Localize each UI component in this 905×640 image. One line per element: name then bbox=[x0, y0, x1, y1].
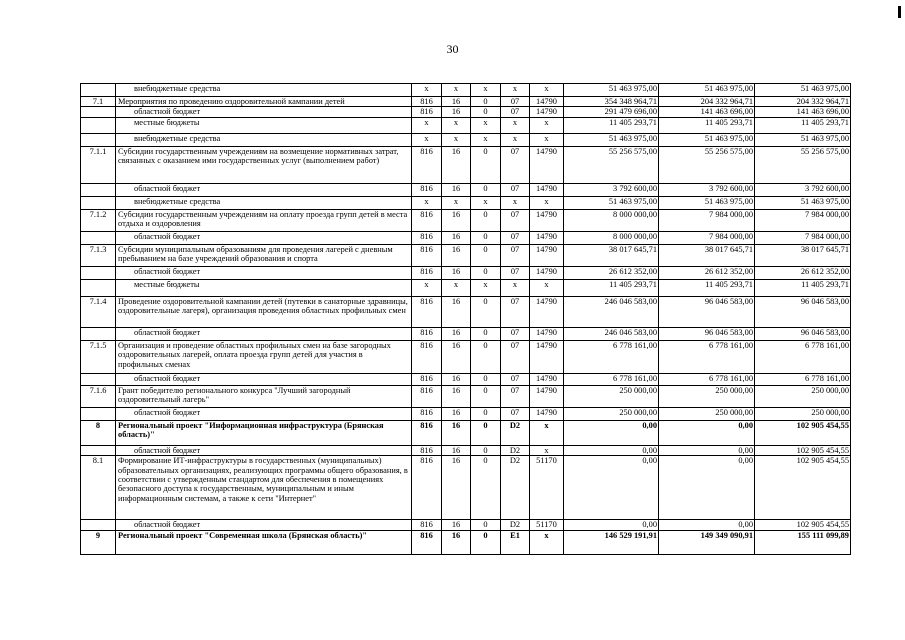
code-ministry-cell: 816 bbox=[412, 456, 442, 520]
item-name-cell: областной бюджет bbox=[116, 327, 412, 340]
row-number-cell: 7.1.5 bbox=[81, 340, 116, 373]
item-name-cell: Субсидии муниципальным образованиям для проведения лагерей с дневным пребыванием на базе учреждений образования и спорта bbox=[116, 244, 412, 266]
code-subprogram-cell: 0 bbox=[471, 244, 501, 266]
code-direction-cell: 14790 bbox=[530, 209, 564, 231]
row-number-cell bbox=[81, 133, 116, 146]
table-row bbox=[81, 373, 851, 385]
code-program-cell: 16 bbox=[442, 146, 471, 183]
code-activity-cell: D2 bbox=[501, 445, 530, 455]
table-row bbox=[81, 196, 851, 209]
amount-year2-cell: 0,00 bbox=[659, 445, 755, 455]
code-direction-cell: x bbox=[530, 133, 564, 146]
row-number-cell: 7.1.6 bbox=[81, 385, 116, 407]
amount-year1-cell: 0,00 bbox=[564, 520, 659, 530]
code-direction-cell: x bbox=[530, 84, 564, 97]
amount-year2-cell: 96 046 583,00 bbox=[659, 296, 755, 327]
code-program-cell: 16 bbox=[442, 231, 471, 244]
item-name-cell: местные бюджеты bbox=[116, 279, 412, 296]
amount-year3-cell: 204 332 964,71 bbox=[755, 97, 851, 107]
code-program-cell: 16 bbox=[442, 296, 471, 327]
item-name-cell: внебюджетные средства bbox=[116, 133, 412, 146]
code-subprogram-cell: x bbox=[471, 196, 501, 209]
amount-year3-cell: 11 405 293,71 bbox=[755, 117, 851, 133]
code-activity-cell: D2 bbox=[501, 420, 530, 445]
code-program-cell: 16 bbox=[442, 445, 471, 455]
amount-year2-cell: 141 463 696,00 bbox=[659, 107, 755, 117]
amount-year3-cell: 6 778 161,00 bbox=[755, 373, 851, 385]
item-name-cell: Региональный проект "Современная школа (Брянская область)" bbox=[116, 530, 412, 554]
amount-year3-cell: 102 905 454,55 bbox=[755, 420, 851, 445]
amount-year1-cell: 250 000,00 bbox=[564, 407, 659, 420]
code-direction-cell: 14790 bbox=[530, 327, 564, 340]
item-name-cell: Проведение оздоровительной кампании детей (путевки в санаторные здравницы, оздоровительные лагеря), организация проведения областных профильных смен bbox=[116, 296, 412, 327]
code-ministry-cell: 816 bbox=[412, 231, 442, 244]
amount-year3-cell: 102 905 454,55 bbox=[755, 445, 851, 455]
amount-year3-cell: 51 463 975,00 bbox=[755, 196, 851, 209]
row-number-cell bbox=[81, 327, 116, 340]
code-activity-cell: D2 bbox=[501, 456, 530, 520]
table-row bbox=[81, 296, 851, 327]
item-name-cell: областной бюджет bbox=[116, 107, 412, 117]
code-program-cell: 16 bbox=[442, 385, 471, 407]
amount-year3-cell: 96 046 583,00 bbox=[755, 296, 851, 327]
code-direction-cell: x bbox=[530, 420, 564, 445]
item-name-cell: Грант победителю регионального конкурса "Лучший загородный оздоровительный лагерь" bbox=[116, 385, 412, 407]
code-program-cell: 16 bbox=[442, 107, 471, 117]
code-direction-cell: 14790 bbox=[530, 340, 564, 373]
amount-year3-cell: 141 463 696,00 bbox=[755, 107, 851, 117]
code-activity-cell: 07 bbox=[501, 327, 530, 340]
code-direction-cell: 14790 bbox=[530, 373, 564, 385]
code-ministry-cell: x bbox=[412, 84, 442, 97]
row-number-cell bbox=[81, 279, 116, 296]
item-name-cell: областной бюджет bbox=[116, 266, 412, 279]
table-row bbox=[81, 520, 851, 530]
code-activity-cell: 07 bbox=[501, 107, 530, 117]
amount-year2-cell: 55 256 575,00 bbox=[659, 146, 755, 183]
amount-year3-cell: 7 984 000,00 bbox=[755, 231, 851, 244]
table-row bbox=[81, 279, 851, 296]
code-subprogram-cell: x bbox=[471, 84, 501, 97]
code-ministry-cell: 816 bbox=[412, 445, 442, 455]
code-activity-cell: D2 bbox=[501, 520, 530, 530]
amount-year1-cell: 291 479 696,00 bbox=[564, 107, 659, 117]
code-ministry-cell: 816 bbox=[412, 327, 442, 340]
item-name-cell: Мероприятия по проведению оздоровительной кампании детей bbox=[116, 97, 412, 107]
table-row bbox=[81, 117, 851, 133]
code-subprogram-cell: 0 bbox=[471, 385, 501, 407]
code-activity-cell: x bbox=[501, 133, 530, 146]
amount-year3-cell: 26 612 352,00 bbox=[755, 266, 851, 279]
amount-year2-cell: 0,00 bbox=[659, 420, 755, 445]
page-number: 30 bbox=[446, 42, 459, 56]
code-direction-cell: 14790 bbox=[530, 183, 564, 196]
table-row bbox=[81, 183, 851, 196]
amount-year1-cell: 38 017 645,71 bbox=[564, 244, 659, 266]
code-activity-cell: 07 bbox=[501, 97, 530, 107]
code-program-cell: 16 bbox=[442, 420, 471, 445]
code-program-cell: x bbox=[442, 133, 471, 146]
code-subprogram-cell: 0 bbox=[471, 407, 501, 420]
code-activity-cell: x bbox=[501, 117, 530, 133]
code-subprogram-cell: x bbox=[471, 279, 501, 296]
table-row bbox=[81, 385, 851, 407]
code-program-cell: 16 bbox=[442, 456, 471, 520]
code-subprogram-cell: 0 bbox=[471, 231, 501, 244]
amount-year2-cell: 0,00 bbox=[659, 520, 755, 530]
code-activity-cell: 07 bbox=[501, 244, 530, 266]
code-ministry-cell: 816 bbox=[412, 420, 442, 445]
amount-year1-cell: 0,00 bbox=[564, 420, 659, 445]
table-row bbox=[81, 231, 851, 244]
code-program-cell: 16 bbox=[442, 183, 471, 196]
table-row bbox=[81, 266, 851, 279]
code-activity-cell: 07 bbox=[501, 373, 530, 385]
code-activity-cell: 07 bbox=[501, 146, 530, 183]
code-direction-cell: 14790 bbox=[530, 107, 564, 117]
code-ministry-cell: 816 bbox=[412, 520, 442, 530]
item-name-cell: областной бюджет bbox=[116, 183, 412, 196]
code-program-cell: 16 bbox=[442, 407, 471, 420]
code-activity-cell: x bbox=[501, 279, 530, 296]
code-direction-cell: 14790 bbox=[530, 231, 564, 244]
item-name-cell: областной бюджет bbox=[116, 231, 412, 244]
amount-year3-cell: 55 256 575,00 bbox=[755, 146, 851, 183]
row-number-cell bbox=[81, 266, 116, 279]
table-row bbox=[81, 107, 851, 117]
code-ministry-cell: x bbox=[412, 196, 442, 209]
code-subprogram-cell: 0 bbox=[471, 97, 501, 107]
code-program-cell: x bbox=[442, 196, 471, 209]
code-subprogram-cell: x bbox=[471, 133, 501, 146]
item-name-cell: Субсидии государственным учреждениям на возмещение нормативных затрат, связанных с оказанием ими государственных услуг (выполнением работ) bbox=[116, 146, 412, 183]
item-name-cell: Региональный проект "Информационная инфраструктура (Брянская область)" bbox=[116, 420, 412, 445]
amount-year1-cell: 51 463 975,00 bbox=[564, 133, 659, 146]
code-ministry-cell: 816 bbox=[412, 296, 442, 327]
amount-year1-cell: 3 792 600,00 bbox=[564, 183, 659, 196]
code-subprogram-cell: 0 bbox=[471, 183, 501, 196]
code-program-cell: x bbox=[442, 117, 471, 133]
budget-table-body bbox=[81, 84, 851, 555]
code-activity-cell: 07 bbox=[501, 231, 530, 244]
code-ministry-cell: 816 bbox=[412, 530, 442, 554]
amount-year2-cell: 6 778 161,00 bbox=[659, 340, 755, 373]
code-ministry-cell: 816 bbox=[412, 183, 442, 196]
table-row bbox=[81, 84, 851, 97]
code-ministry-cell: 816 bbox=[412, 244, 442, 266]
item-name-cell: областной бюджет bbox=[116, 407, 412, 420]
amount-year1-cell: 11 405 293,71 bbox=[564, 117, 659, 133]
code-direction-cell: x bbox=[530, 530, 564, 554]
budget-table bbox=[80, 83, 851, 555]
code-subprogram-cell: 0 bbox=[471, 340, 501, 373]
code-activity-cell: 07 bbox=[501, 340, 530, 373]
code-activity-cell: 07 bbox=[501, 183, 530, 196]
amount-year1-cell: 146 529 191,91 bbox=[564, 530, 659, 554]
amount-year3-cell: 250 000,00 bbox=[755, 407, 851, 420]
amount-year3-cell: 3 792 600,00 bbox=[755, 183, 851, 196]
amount-year3-cell: 96 046 583,00 bbox=[755, 327, 851, 340]
amount-year2-cell: 7 984 000,00 bbox=[659, 231, 755, 244]
code-subprogram-cell: 0 bbox=[471, 530, 501, 554]
code-subprogram-cell: 0 bbox=[471, 107, 501, 117]
amount-year2-cell: 51 463 975,00 bbox=[659, 133, 755, 146]
code-program-cell: 16 bbox=[442, 530, 471, 554]
amount-year2-cell: 3 792 600,00 bbox=[659, 183, 755, 196]
code-direction-cell: x bbox=[530, 196, 564, 209]
code-ministry-cell: 816 bbox=[412, 209, 442, 231]
amount-year3-cell: 102 905 454,55 bbox=[755, 520, 851, 530]
item-name-cell: областной бюджет bbox=[116, 445, 412, 455]
item-name-cell: Организация и проведение областных профильных смен на базе загородных оздоровительных лагерей, оплата проезда групп детей для участия в профильных сменах bbox=[116, 340, 412, 373]
amount-year1-cell: 51 463 975,00 bbox=[564, 84, 659, 97]
amount-year1-cell: 6 778 161,00 bbox=[564, 373, 659, 385]
code-program-cell: x bbox=[442, 279, 471, 296]
table-row bbox=[81, 209, 851, 231]
row-number-cell: 8 bbox=[81, 420, 116, 445]
code-ministry-cell: 816 bbox=[412, 373, 442, 385]
row-number-cell: 9 bbox=[81, 530, 116, 554]
amount-year1-cell: 26 612 352,00 bbox=[564, 266, 659, 279]
amount-year2-cell: 11 405 293,71 bbox=[659, 117, 755, 133]
row-number-cell: 7.1.3 bbox=[81, 244, 116, 266]
amount-year3-cell: 7 984 000,00 bbox=[755, 209, 851, 231]
code-direction-cell: 14790 bbox=[530, 97, 564, 107]
row-number-cell bbox=[81, 520, 116, 530]
code-program-cell: 16 bbox=[442, 209, 471, 231]
code-ministry-cell: 816 bbox=[412, 266, 442, 279]
table-row bbox=[81, 456, 851, 520]
table-row bbox=[81, 420, 851, 445]
code-program-cell: 16 bbox=[442, 97, 471, 107]
code-direction-cell: x bbox=[530, 117, 564, 133]
code-program-cell: 16 bbox=[442, 266, 471, 279]
code-activity-cell: x bbox=[501, 196, 530, 209]
amount-year1-cell: 11 405 293,71 bbox=[564, 279, 659, 296]
code-subprogram-cell: 0 bbox=[471, 445, 501, 455]
code-ministry-cell: 816 bbox=[412, 407, 442, 420]
amount-year3-cell: 51 463 975,00 bbox=[755, 133, 851, 146]
amount-year3-cell: 102 905 454,55 bbox=[755, 456, 851, 520]
amount-year2-cell: 51 463 975,00 bbox=[659, 196, 755, 209]
code-ministry-cell: 816 bbox=[412, 97, 442, 107]
code-activity-cell: 07 bbox=[501, 385, 530, 407]
amount-year3-cell: 250 000,00 bbox=[755, 385, 851, 407]
table-row bbox=[81, 327, 851, 340]
code-ministry-cell: 816 bbox=[412, 385, 442, 407]
row-number-cell bbox=[81, 231, 116, 244]
row-number-cell bbox=[81, 196, 116, 209]
table-row bbox=[81, 146, 851, 183]
code-program-cell: 16 bbox=[442, 340, 471, 373]
amount-year1-cell: 0,00 bbox=[564, 445, 659, 455]
table-row bbox=[81, 445, 851, 455]
code-program-cell: 16 bbox=[442, 373, 471, 385]
row-number-cell: 7.1.4 bbox=[81, 296, 116, 327]
code-subprogram-cell: 0 bbox=[471, 327, 501, 340]
row-number-cell: 7.1 bbox=[81, 97, 116, 107]
code-activity-cell: x bbox=[501, 84, 530, 97]
table-row bbox=[81, 244, 851, 266]
amount-year1-cell: 51 463 975,00 bbox=[564, 196, 659, 209]
row-number-cell: 7.1.1 bbox=[81, 146, 116, 183]
item-name-cell: внебюджетные средства bbox=[116, 196, 412, 209]
code-direction-cell: 51170 bbox=[530, 520, 564, 530]
amount-year1-cell: 6 778 161,00 bbox=[564, 340, 659, 373]
code-program-cell: x bbox=[442, 84, 471, 97]
code-direction-cell: 14790 bbox=[530, 266, 564, 279]
amount-year2-cell: 250 000,00 bbox=[659, 407, 755, 420]
code-activity-cell: E1 bbox=[501, 530, 530, 554]
row-number-cell bbox=[81, 107, 116, 117]
code-subprogram-cell: 0 bbox=[471, 266, 501, 279]
code-subprogram-cell: x bbox=[471, 117, 501, 133]
code-direction-cell: 14790 bbox=[530, 244, 564, 266]
row-number-cell: 8.1 bbox=[81, 456, 116, 520]
scan-edge-mark bbox=[898, 6, 901, 18]
code-direction-cell: x bbox=[530, 279, 564, 296]
code-ministry-cell: x bbox=[412, 279, 442, 296]
amount-year2-cell: 96 046 583,00 bbox=[659, 327, 755, 340]
amount-year2-cell: 250 000,00 bbox=[659, 385, 755, 407]
amount-year3-cell: 6 778 161,00 bbox=[755, 340, 851, 373]
amount-year1-cell: 0,00 bbox=[564, 456, 659, 520]
code-activity-cell: 07 bbox=[501, 407, 530, 420]
code-direction-cell: x bbox=[530, 445, 564, 455]
amount-year2-cell: 6 778 161,00 bbox=[659, 373, 755, 385]
item-name-cell: Субсидии государственным учреждениям на оплату проезда групп детей в места отдыха и оздоровления bbox=[116, 209, 412, 231]
amount-year2-cell: 0,00 bbox=[659, 456, 755, 520]
amount-year1-cell: 354 348 964,71 bbox=[564, 97, 659, 107]
code-subprogram-cell: 0 bbox=[471, 296, 501, 327]
code-activity-cell: 07 bbox=[501, 296, 530, 327]
code-activity-cell: 07 bbox=[501, 266, 530, 279]
amount-year1-cell: 8 000 000,00 bbox=[564, 231, 659, 244]
amount-year3-cell: 38 017 645,71 bbox=[755, 244, 851, 266]
item-name-cell: внебюджетные средства bbox=[116, 84, 412, 97]
item-name-cell: областной бюджет bbox=[116, 373, 412, 385]
code-direction-cell: 14790 bbox=[530, 296, 564, 327]
code-ministry-cell: 816 bbox=[412, 340, 442, 373]
code-subprogram-cell: 0 bbox=[471, 456, 501, 520]
code-direction-cell: 51170 bbox=[530, 456, 564, 520]
amount-year1-cell: 8 000 000,00 bbox=[564, 209, 659, 231]
amount-year1-cell: 55 256 575,00 bbox=[564, 146, 659, 183]
code-ministry-cell: 816 bbox=[412, 107, 442, 117]
row-number-cell bbox=[81, 117, 116, 133]
code-ministry-cell: 816 bbox=[412, 146, 442, 183]
code-program-cell: 16 bbox=[442, 520, 471, 530]
code-direction-cell: 14790 bbox=[530, 146, 564, 183]
code-subprogram-cell: 0 bbox=[471, 146, 501, 183]
amount-year2-cell: 149 349 090,91 bbox=[659, 530, 755, 554]
row-number-cell bbox=[81, 373, 116, 385]
amount-year3-cell: 155 111 099,89 bbox=[755, 530, 851, 554]
amount-year1-cell: 246 046 583,00 bbox=[564, 296, 659, 327]
code-subprogram-cell: 0 bbox=[471, 373, 501, 385]
amount-year1-cell: 246 046 583,00 bbox=[564, 327, 659, 340]
row-number-cell: 7.1.2 bbox=[81, 209, 116, 231]
table-row bbox=[81, 97, 851, 107]
amount-year2-cell: 7 984 000,00 bbox=[659, 209, 755, 231]
code-program-cell: 16 bbox=[442, 244, 471, 266]
amount-year2-cell: 11 405 293,71 bbox=[659, 279, 755, 296]
code-subprogram-cell: 0 bbox=[471, 209, 501, 231]
code-ministry-cell: x bbox=[412, 133, 442, 146]
table-row bbox=[81, 530, 851, 554]
row-number-cell bbox=[81, 445, 116, 455]
code-direction-cell: 14790 bbox=[530, 407, 564, 420]
item-name-cell: Формирование ИТ-инфраструктуры в государственных (муниципальных) образовательных организациях, реализующих программы общего образования, в соответствии с утвержденным стандартом для обеспечения в помещениях безопасного доступа к государственным, муниципальным и иным информационным системам, а также к сети "Интернет" bbox=[116, 456, 412, 520]
amount-year3-cell: 11 405 293,71 bbox=[755, 279, 851, 296]
row-number-cell bbox=[81, 407, 116, 420]
code-ministry-cell: x bbox=[412, 117, 442, 133]
code-subprogram-cell: 0 bbox=[471, 520, 501, 530]
code-direction-cell: 14790 bbox=[530, 385, 564, 407]
code-program-cell: 16 bbox=[442, 327, 471, 340]
amount-year1-cell: 250 000,00 bbox=[564, 385, 659, 407]
amount-year2-cell: 204 332 964,71 bbox=[659, 97, 755, 107]
amount-year2-cell: 51 463 975,00 bbox=[659, 84, 755, 97]
row-number-cell bbox=[81, 183, 116, 196]
table-row bbox=[81, 340, 851, 373]
amount-year2-cell: 38 017 645,71 bbox=[659, 244, 755, 266]
table-row bbox=[81, 133, 851, 146]
code-activity-cell: 07 bbox=[501, 209, 530, 231]
item-name-cell: областной бюджет bbox=[116, 520, 412, 530]
row-number-cell bbox=[81, 84, 116, 97]
amount-year3-cell: 51 463 975,00 bbox=[755, 84, 851, 97]
table-row bbox=[81, 407, 851, 420]
code-subprogram-cell: 0 bbox=[471, 420, 501, 445]
item-name-cell: местные бюджеты bbox=[116, 117, 412, 133]
amount-year2-cell: 26 612 352,00 bbox=[659, 266, 755, 279]
